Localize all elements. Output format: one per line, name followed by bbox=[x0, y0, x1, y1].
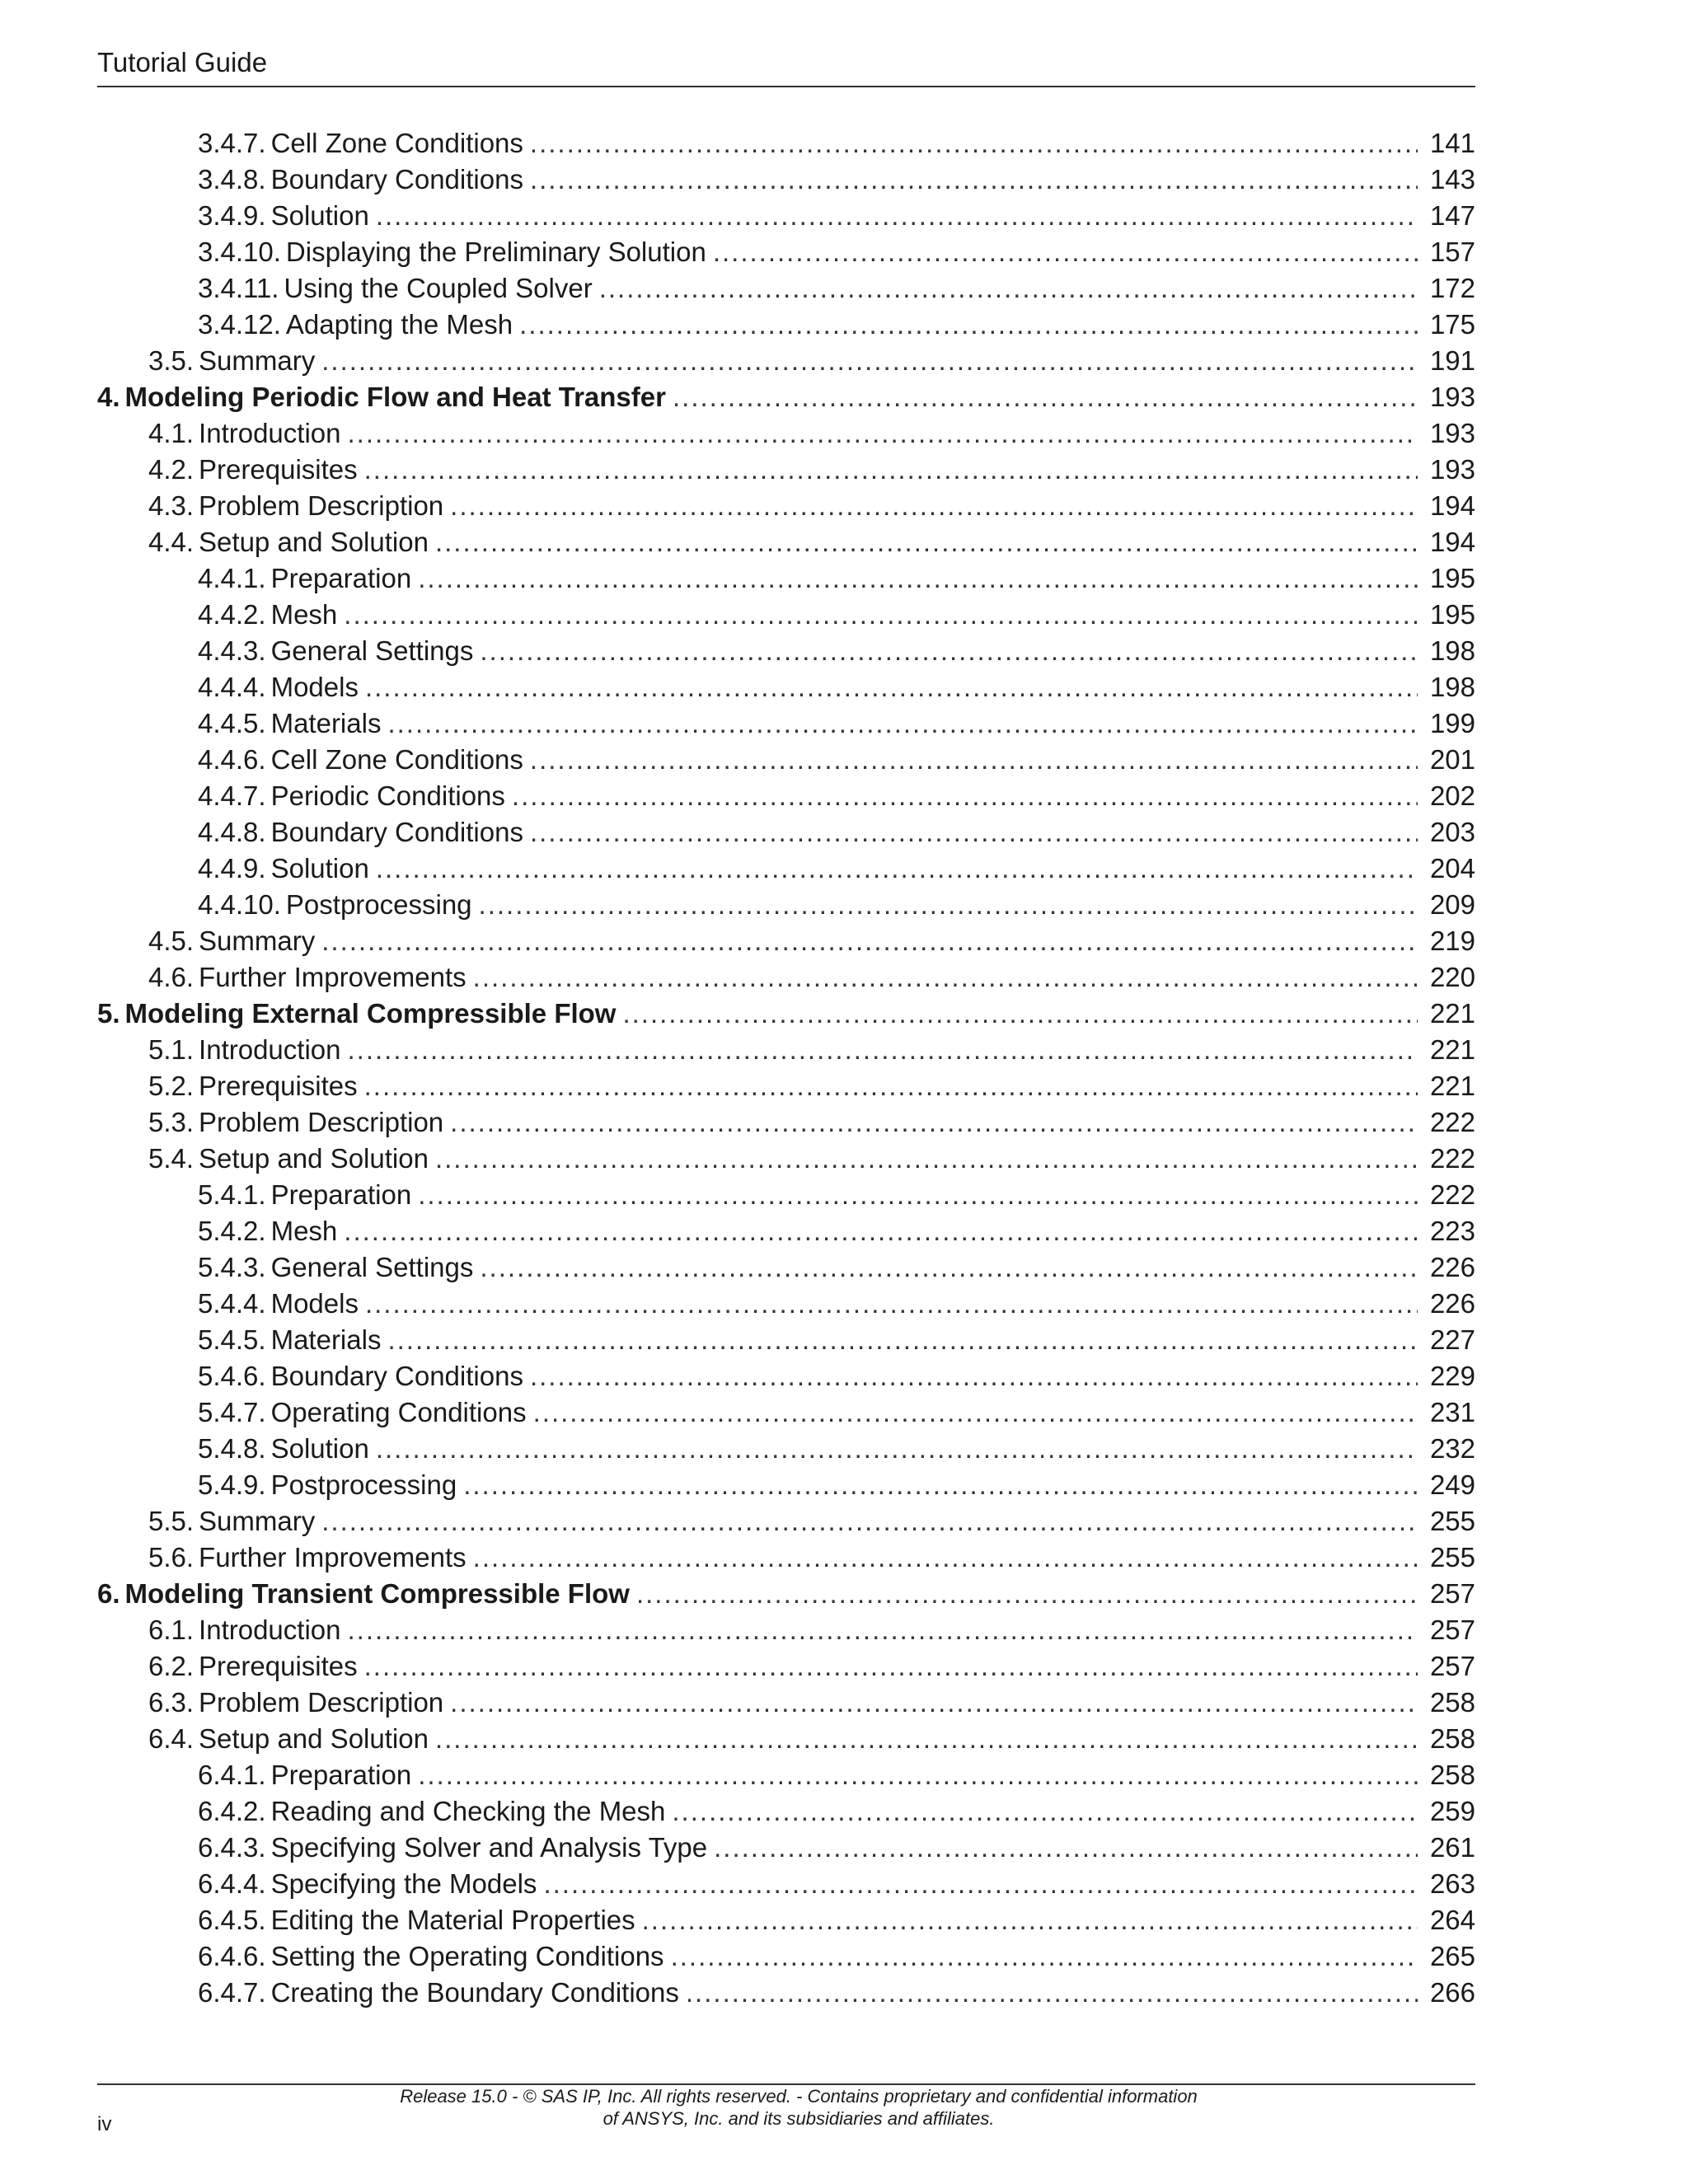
toc-entry-title[interactable]: Mesh bbox=[270, 1216, 338, 1246]
toc-dot-leader bbox=[321, 1503, 1418, 1540]
toc-entry-title[interactable]: Solution bbox=[270, 853, 369, 883]
toc-entry-page[interactable]: 258 bbox=[1429, 1687, 1475, 1718]
toc-dot-leader bbox=[671, 1938, 1418, 1975]
toc-entry-title[interactable]: Summary bbox=[199, 1506, 316, 1536]
footer-page-number: iv bbox=[97, 2113, 112, 2135]
toc-entry-title[interactable]: Prerequisites bbox=[199, 1651, 358, 1681]
toc-entry-title[interactable]: Mesh bbox=[270, 599, 338, 630]
toc-entry-number: 4.4.5. bbox=[198, 708, 266, 738]
toc-entry-page[interactable]: 223 bbox=[1429, 1216, 1475, 1246]
toc-entry-title[interactable]: Cell Zone Conditions bbox=[270, 128, 523, 158]
toc-entry-title[interactable]: Specifying Solver and Analysis Type bbox=[270, 1832, 708, 1863]
toc-entry-page[interactable]: 229 bbox=[1429, 1361, 1475, 1391]
toc-entry-title[interactable]: Postprocessing bbox=[270, 1469, 457, 1500]
toc-entry[interactable] bbox=[97, 1068, 1475, 1104]
toc-dot-leader bbox=[530, 814, 1418, 851]
toc-entry[interactable] bbox=[97, 343, 1475, 379]
toc-entry[interactable] bbox=[97, 1793, 1475, 1830]
toc-entry[interactable] bbox=[97, 162, 1475, 198]
toc-entry-number: 5.4.1. bbox=[198, 1179, 266, 1210]
toc-entry-number: 4.4.8. bbox=[198, 817, 266, 847]
header-rule bbox=[97, 86, 1475, 87]
toc-entry[interactable] bbox=[97, 379, 1475, 415]
toc-entry-page[interactable]: 202 bbox=[1429, 780, 1475, 811]
toc-entry-title[interactable]: Boundary Conditions bbox=[270, 164, 523, 194]
toc-entry[interactable] bbox=[97, 887, 1475, 923]
toc-entry-number: 5. bbox=[97, 998, 120, 1029]
toc-entry-number: 4.1. bbox=[148, 418, 195, 448]
toc-entry-title[interactable]: Displaying the Preliminary Solution bbox=[285, 237, 706, 267]
table-of-contents bbox=[97, 125, 1475, 2011]
toc-dot-leader bbox=[418, 560, 1418, 597]
toc-dot-leader bbox=[376, 1431, 1418, 1467]
toc-entry-title[interactable]: Further Improvements bbox=[199, 1542, 467, 1572]
toc-entry[interactable] bbox=[97, 633, 1475, 669]
toc-entry-title[interactable]: Preparation bbox=[270, 1760, 412, 1790]
toc-entry-number: 5.5. bbox=[148, 1506, 195, 1536]
toc-entry-title[interactable]: Prerequisites bbox=[199, 454, 358, 485]
toc-entry-page[interactable]: 255 bbox=[1429, 1542, 1475, 1572]
footer-line-1: Release 15.0 - © SAS IP, Inc. All rights reserved. - Contains proprietary and confidential information bbox=[400, 2086, 1198, 2107]
toc-entry-number: 4.2. bbox=[148, 454, 195, 485]
toc-entry[interactable] bbox=[97, 1286, 1475, 1322]
toc-entry-page[interactable]: 231 bbox=[1429, 1397, 1475, 1427]
toc-dot-leader bbox=[530, 162, 1418, 198]
toc-entry-number: 5.4.5. bbox=[198, 1324, 266, 1355]
toc-entry[interactable] bbox=[97, 1866, 1475, 1902]
toc-dot-leader bbox=[344, 597, 1418, 633]
toc-dot-leader bbox=[530, 1358, 1418, 1394]
toc-entry-page[interactable]: 141 bbox=[1429, 128, 1475, 158]
toc-entry-page[interactable]: 221 bbox=[1429, 1034, 1475, 1065]
toc-entry-number: 4.4.4. bbox=[198, 672, 266, 702]
toc-entry[interactable] bbox=[97, 1467, 1475, 1503]
toc-entry[interactable] bbox=[97, 415, 1475, 452]
toc-entry-page[interactable]: 195 bbox=[1429, 563, 1475, 593]
toc-dot-leader bbox=[672, 1793, 1418, 1830]
toc-entry-page[interactable]: 221 bbox=[1429, 998, 1475, 1029]
toc-dot-leader bbox=[473, 1540, 1418, 1576]
toc-entry-title[interactable]: Boundary Conditions bbox=[270, 1361, 523, 1391]
toc-entry-page[interactable]: 204 bbox=[1429, 853, 1475, 883]
toc-entry-number: 6.3. bbox=[148, 1687, 195, 1718]
toc-entry-page[interactable]: 194 bbox=[1429, 527, 1475, 557]
toc-entry[interactable] bbox=[97, 1648, 1475, 1685]
toc-entry[interactable] bbox=[97, 1685, 1475, 1721]
toc-entry-page[interactable]: 257 bbox=[1429, 1578, 1475, 1609]
toc-entry-title[interactable]: Introduction bbox=[199, 1034, 341, 1065]
toc-entry[interactable] bbox=[97, 851, 1475, 887]
toc-entry-number: 4.3. bbox=[148, 490, 195, 521]
toc-entry[interactable] bbox=[97, 1322, 1475, 1358]
toc-entry-number: 3.4.11. bbox=[198, 273, 279, 303]
toc-entry-page[interactable]: 172 bbox=[1429, 273, 1475, 303]
toc-entry[interactable] bbox=[97, 1358, 1475, 1394]
toc-entry-page[interactable]: 195 bbox=[1429, 599, 1475, 630]
toc-entry-title[interactable]: Materials bbox=[270, 1324, 382, 1355]
toc-entry[interactable] bbox=[97, 234, 1475, 270]
toc-entry-title[interactable]: Adapting the Mesh bbox=[285, 309, 513, 340]
toc-dot-leader bbox=[512, 778, 1418, 814]
toc-entry-page[interactable]: 249 bbox=[1429, 1469, 1475, 1500]
toc-entry-number: 6.4.3. bbox=[198, 1832, 266, 1863]
toc-entry-page[interactable]: 198 bbox=[1429, 672, 1475, 702]
toc-entry-page[interactable]: 257 bbox=[1429, 1615, 1475, 1645]
toc-entry-number: 5.1. bbox=[148, 1034, 195, 1065]
toc-dot-leader bbox=[450, 488, 1418, 524]
toc-entry[interactable] bbox=[97, 1721, 1475, 1757]
toc-entry[interactable] bbox=[97, 814, 1475, 851]
toc-entry[interactable] bbox=[97, 1503, 1475, 1540]
toc-entry-number: 6.4.2. bbox=[198, 1796, 266, 1826]
toc-dot-leader bbox=[365, 1286, 1418, 1322]
toc-dot-leader bbox=[348, 1032, 1418, 1068]
toc-entry-page[interactable]: 266 bbox=[1429, 1977, 1475, 2008]
toc-dot-leader bbox=[480, 633, 1418, 669]
toc-entry-number: 4.6. bbox=[148, 962, 195, 992]
toc-entry-page[interactable]: 265 bbox=[1429, 1941, 1475, 1971]
toc-entry[interactable] bbox=[97, 669, 1475, 705]
toc-entry-number: 5.4.8. bbox=[198, 1433, 266, 1464]
toc-entry-number: 6.4.1. bbox=[198, 1760, 266, 1790]
toc-dot-leader bbox=[321, 343, 1418, 379]
toc-entry-page[interactable]: 226 bbox=[1429, 1288, 1475, 1319]
toc-entry[interactable] bbox=[97, 1394, 1475, 1431]
toc-entry-number: 5.4. bbox=[148, 1143, 195, 1174]
toc-entry-title[interactable]: Further Improvements bbox=[199, 962, 467, 992]
toc-dot-leader bbox=[321, 923, 1418, 959]
footer-copyright bbox=[97, 2085, 1475, 2130]
toc-entry[interactable] bbox=[97, 125, 1475, 162]
toc-entry-title[interactable]: Setting the Operating Conditions bbox=[270, 1941, 664, 1971]
toc-dot-leader bbox=[450, 1104, 1418, 1141]
toc-entry-title[interactable]: Models bbox=[270, 672, 359, 702]
toc-entry-page[interactable]: 157 bbox=[1429, 237, 1475, 267]
toc-entry-title[interactable]: Materials bbox=[270, 708, 382, 738]
toc-dot-leader bbox=[673, 379, 1418, 415]
toc-entry[interactable] bbox=[97, 1177, 1475, 1213]
toc-entry-page[interactable]: 261 bbox=[1429, 1832, 1475, 1863]
toc-entry-number: 4.4.10. bbox=[198, 889, 281, 920]
toc-dot-leader bbox=[376, 198, 1418, 234]
toc-entry[interactable] bbox=[97, 597, 1475, 633]
toc-entry[interactable] bbox=[97, 270, 1475, 307]
toc-entry[interactable] bbox=[97, 1902, 1475, 1938]
toc-entry-page[interactable]: 259 bbox=[1429, 1796, 1475, 1826]
toc-entry-page[interactable]: 257 bbox=[1429, 1651, 1475, 1681]
toc-entry-number: 5.4.4. bbox=[198, 1288, 266, 1319]
toc-entry-number: 4.4.6. bbox=[198, 744, 266, 775]
toc-entry-number: 4.4. bbox=[148, 527, 195, 557]
toc-dot-leader bbox=[686, 1975, 1418, 2011]
toc-entry-number: 4.4.2. bbox=[198, 599, 266, 630]
toc-dot-leader bbox=[387, 705, 1418, 742]
toc-entry-number: 5.4.2. bbox=[198, 1216, 266, 1246]
toc-entry-number: 5.4.6. bbox=[198, 1361, 266, 1391]
toc-entry[interactable] bbox=[97, 996, 1475, 1032]
toc-entry-title[interactable]: General Settings bbox=[270, 635, 474, 666]
toc-entry-number: 3.4.7. bbox=[198, 128, 266, 158]
toc-entry-title[interactable]: General Settings bbox=[270, 1252, 474, 1282]
toc-entry[interactable] bbox=[97, 452, 1475, 488]
toc-entry-number: 3.5. bbox=[148, 345, 195, 376]
toc-entry-title[interactable]: Problem Description bbox=[199, 1687, 444, 1718]
toc-entry-title[interactable]: Modeling External Compressible Flow bbox=[124, 998, 617, 1029]
toc-entry[interactable] bbox=[97, 1938, 1475, 1975]
toc-entry[interactable] bbox=[97, 560, 1475, 597]
page-header bbox=[97, 43, 1475, 87]
toc-entry-title[interactable]: Preparation bbox=[270, 1179, 412, 1210]
toc-dot-leader bbox=[435, 524, 1418, 560]
toc-entry-number: 6.2. bbox=[148, 1651, 195, 1681]
toc-entry-title[interactable]: Introduction bbox=[199, 418, 341, 448]
toc-entry-number: 5.3. bbox=[148, 1107, 195, 1137]
toc-entry[interactable] bbox=[97, 307, 1475, 343]
toc-entry-title[interactable]: Problem Description bbox=[199, 490, 444, 521]
toc-entry-page[interactable]: 175 bbox=[1429, 309, 1475, 340]
toc-entry-page[interactable]: 219 bbox=[1429, 926, 1475, 956]
toc-dot-leader bbox=[364, 1068, 1418, 1104]
toc-entry[interactable] bbox=[97, 1757, 1475, 1793]
toc-entry-page[interactable]: 147 bbox=[1429, 200, 1475, 231]
toc-entry-number: 3.4.10. bbox=[198, 237, 281, 267]
toc-entry-title[interactable]: Prerequisites bbox=[199, 1071, 358, 1101]
toc-entry-number: 6.4.4. bbox=[198, 1868, 266, 1899]
toc-entry-title[interactable]: Modeling Transient Compressible Flow bbox=[124, 1578, 630, 1609]
toc-entry-title[interactable]: Solution bbox=[270, 200, 369, 231]
toc-entry-page[interactable]: 203 bbox=[1429, 817, 1475, 847]
toc-entry-number: 4.4.7. bbox=[198, 780, 266, 811]
toc-entry[interactable] bbox=[97, 488, 1475, 524]
toc-entry-page[interactable]: 198 bbox=[1429, 635, 1475, 666]
toc-entry-page[interactable]: 193 bbox=[1429, 418, 1475, 448]
toc-entry-number: 6.4. bbox=[148, 1723, 195, 1754]
toc-entry-number: 5.6. bbox=[148, 1542, 195, 1572]
toc-dot-leader bbox=[599, 270, 1418, 307]
toc-entry-page[interactable]: 255 bbox=[1429, 1506, 1475, 1536]
toc-entry-title[interactable]: Periodic Conditions bbox=[270, 780, 505, 811]
toc-entry-title[interactable]: Creating the Boundary Conditions bbox=[270, 1977, 679, 2008]
toc-entry[interactable] bbox=[97, 1032, 1475, 1068]
toc-dot-leader bbox=[636, 1576, 1418, 1612]
toc-entry-title[interactable]: Specifying the Models bbox=[270, 1868, 537, 1899]
toc-dot-leader bbox=[519, 307, 1418, 343]
toc-entry[interactable] bbox=[97, 705, 1475, 742]
toc-dot-leader bbox=[387, 1322, 1418, 1358]
toc-dot-leader bbox=[480, 1249, 1418, 1286]
toc-entry-number: 4.4.9. bbox=[198, 853, 266, 883]
toc-entry-page[interactable]: 191 bbox=[1429, 345, 1475, 376]
toc-entry-title[interactable]: Introduction bbox=[199, 1615, 341, 1645]
toc-dot-leader bbox=[543, 1866, 1418, 1902]
toc-entry-page[interactable]: 201 bbox=[1429, 744, 1475, 775]
toc-entry-page[interactable]: 193 bbox=[1429, 382, 1475, 412]
toc-entry-page[interactable]: 232 bbox=[1429, 1433, 1475, 1464]
toc-entry-title[interactable]: Boundary Conditions bbox=[270, 817, 523, 847]
toc-entry-page[interactable]: 220 bbox=[1429, 962, 1475, 992]
toc-entry[interactable] bbox=[97, 1249, 1475, 1286]
toc-entry-number: 4.4.3. bbox=[198, 635, 266, 666]
toc-entry[interactable] bbox=[97, 1213, 1475, 1249]
page-footer bbox=[97, 2083, 1475, 2135]
toc-entry-title[interactable]: Cell Zone Conditions bbox=[270, 744, 523, 775]
footer-line-2: of ANSYS, Inc. and its subsidiaries and affiliates. bbox=[603, 2108, 995, 2129]
toc-entry-page[interactable]: 193 bbox=[1429, 454, 1475, 485]
toc-entry-number: 6.4.6. bbox=[198, 1941, 266, 1971]
toc-entry-page[interactable]: 221 bbox=[1429, 1071, 1475, 1101]
toc-dot-leader bbox=[418, 1757, 1418, 1793]
toc-entry-title[interactable]: Postprocessing bbox=[285, 889, 472, 920]
toc-entry-number: 3.4.12. bbox=[198, 309, 281, 340]
toc-entry-number: 6.1. bbox=[148, 1615, 195, 1645]
toc-entry-page[interactable]: 222 bbox=[1429, 1143, 1475, 1174]
toc-entry[interactable] bbox=[97, 1431, 1475, 1467]
toc-entry[interactable] bbox=[97, 1612, 1475, 1648]
toc-entry[interactable] bbox=[97, 198, 1475, 234]
toc-dot-leader bbox=[713, 234, 1418, 270]
toc-entry-page[interactable]: 143 bbox=[1429, 164, 1475, 194]
toc-dot-leader bbox=[479, 887, 1418, 923]
toc-entry-title[interactable]: Setup and Solution bbox=[199, 1143, 429, 1174]
toc-entry-page[interactable]: 258 bbox=[1429, 1760, 1475, 1790]
toc-entry[interactable] bbox=[97, 1830, 1475, 1866]
toc-dot-leader bbox=[473, 959, 1418, 996]
toc-entry[interactable] bbox=[97, 778, 1475, 814]
toc-entry[interactable] bbox=[97, 959, 1475, 996]
toc-dot-leader bbox=[348, 1612, 1418, 1648]
toc-entry-title[interactable]: Operating Conditions bbox=[270, 1397, 527, 1427]
toc-dot-leader bbox=[435, 1721, 1418, 1757]
toc-entry-number: 6. bbox=[97, 1578, 120, 1609]
toc-entry[interactable] bbox=[97, 524, 1475, 560]
toc-entry[interactable] bbox=[97, 742, 1475, 778]
toc-entry-number: 4. bbox=[97, 382, 120, 412]
toc-entry[interactable] bbox=[97, 1975, 1475, 2011]
toc-entry-page[interactable]: 258 bbox=[1429, 1723, 1475, 1754]
toc-entry-page[interactable]: 194 bbox=[1429, 490, 1475, 521]
toc-entry-title[interactable]: Preparation bbox=[270, 563, 412, 593]
toc-dot-leader bbox=[642, 1902, 1418, 1938]
toc-entry-title[interactable]: Summary bbox=[199, 345, 316, 376]
toc-entry-number: 4.4.1. bbox=[198, 563, 266, 593]
toc-entry-title[interactable]: Summary bbox=[199, 926, 316, 956]
toc-entry-title[interactable]: Setup and Solution bbox=[199, 1723, 429, 1754]
toc-entry-title[interactable]: Setup and Solution bbox=[199, 527, 429, 557]
toc-entry-page[interactable]: 263 bbox=[1429, 1868, 1475, 1899]
toc-entry-title[interactable]: Models bbox=[270, 1288, 359, 1319]
toc-dot-leader bbox=[344, 1213, 1418, 1249]
toc-dot-leader bbox=[435, 1141, 1418, 1177]
toc-dot-leader bbox=[530, 125, 1418, 162]
toc-dot-leader bbox=[364, 1648, 1418, 1685]
header-title: Tutorial Guide bbox=[97, 47, 268, 77]
toc-entry-number: 5.2. bbox=[148, 1071, 195, 1101]
toc-entry-title[interactable]: Editing the Material Properties bbox=[270, 1905, 635, 1935]
toc-entry-number: 6.4.7. bbox=[198, 1977, 266, 2008]
toc-dot-leader bbox=[418, 1177, 1418, 1213]
toc-entry-page[interactable]: 199 bbox=[1429, 708, 1475, 738]
toc-entry-number: 3.4.8. bbox=[198, 164, 266, 194]
toc-entry[interactable] bbox=[97, 1104, 1475, 1141]
toc-entry-title[interactable]: Solution bbox=[270, 1433, 369, 1464]
toc-dot-leader bbox=[365, 669, 1418, 705]
toc-entry-number: 3.4.9. bbox=[198, 200, 266, 231]
toc-entry-page[interactable]: 222 bbox=[1429, 1107, 1475, 1137]
toc-entry-number: 6.4.5. bbox=[198, 1905, 266, 1935]
toc-entry-number: 5.4.7. bbox=[198, 1397, 266, 1427]
toc-dot-leader bbox=[530, 742, 1418, 778]
toc-entry[interactable] bbox=[97, 1141, 1475, 1177]
toc-dot-leader bbox=[714, 1830, 1418, 1866]
toc-entry-page[interactable]: 264 bbox=[1429, 1905, 1475, 1935]
toc-entry-page[interactable]: 227 bbox=[1429, 1324, 1475, 1355]
toc-dot-leader bbox=[364, 452, 1418, 488]
toc-entry[interactable] bbox=[97, 1540, 1475, 1576]
toc-entry[interactable] bbox=[97, 923, 1475, 959]
toc-entry-page[interactable]: 209 bbox=[1429, 889, 1475, 920]
toc-entry-title[interactable]: Using the Coupled Solver bbox=[284, 273, 593, 303]
toc-entry-page[interactable]: 222 bbox=[1429, 1179, 1475, 1210]
toc-dot-leader bbox=[376, 851, 1418, 887]
toc-entry[interactable] bbox=[97, 1576, 1475, 1612]
toc-entry-number: 5.4.9. bbox=[198, 1469, 266, 1500]
toc-dot-leader bbox=[450, 1685, 1418, 1721]
toc-dot-leader bbox=[622, 996, 1418, 1032]
toc-entry-number: 5.4.3. bbox=[198, 1252, 266, 1282]
toc-entry-number: 4.5. bbox=[148, 926, 195, 956]
toc-entry-title[interactable]: Modeling Periodic Flow and Heat Transfer bbox=[124, 382, 666, 412]
toc-entry-page[interactable]: 226 bbox=[1429, 1252, 1475, 1282]
toc-entry-title[interactable]: Reading and Checking the Mesh bbox=[270, 1796, 666, 1826]
toc-dot-leader bbox=[348, 415, 1418, 452]
toc-entry-title[interactable]: Problem Description bbox=[199, 1107, 444, 1137]
toc-dot-leader bbox=[533, 1394, 1418, 1431]
toc-dot-leader bbox=[463, 1467, 1418, 1503]
